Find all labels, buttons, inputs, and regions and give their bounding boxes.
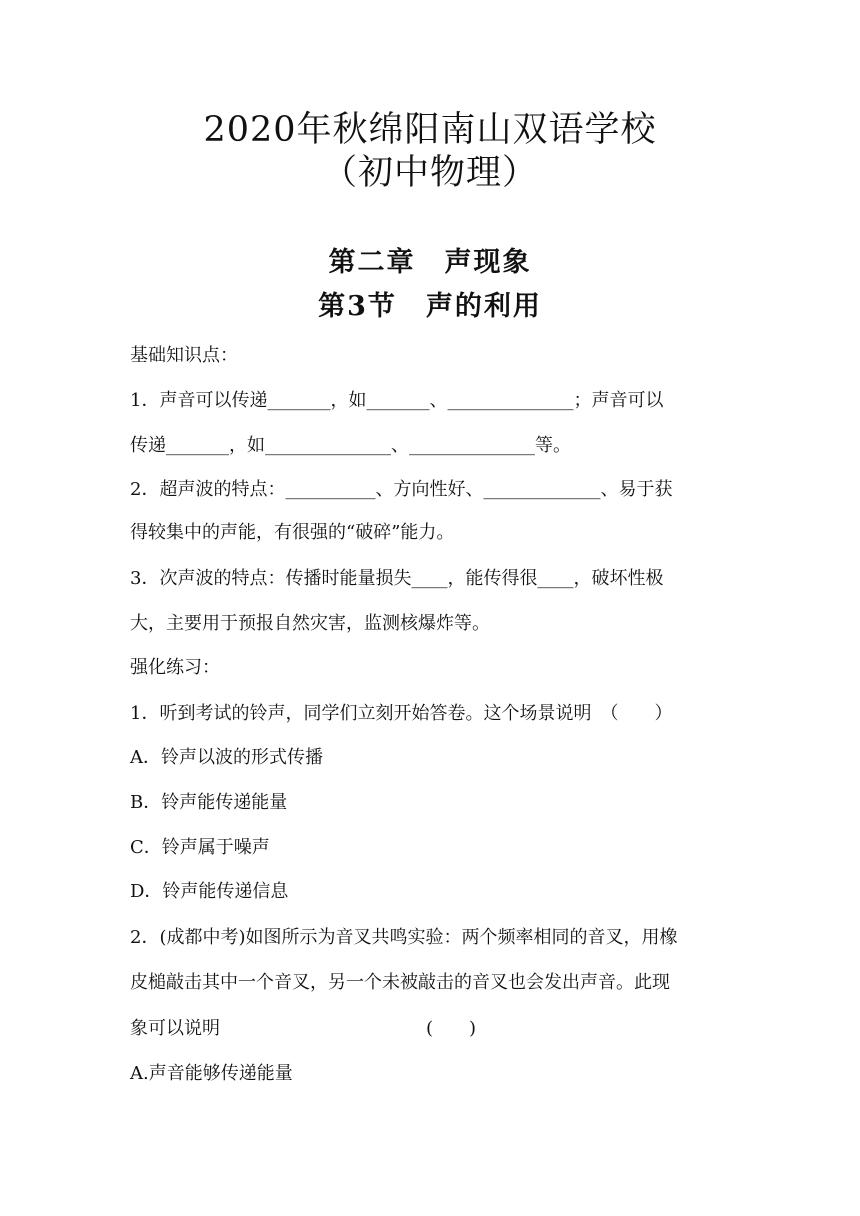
basics-line: 1．声音可以传递_______，如_______、______________；声音可以 (130, 390, 664, 411)
option-a: A.声音能够传递能量 (130, 1063, 293, 1084)
basics-line: 得较集中的声能，有很强的“破碎”能力。 (130, 522, 455, 543)
question-2-line: 皮槌敲击其中一个音叉，另一个未被敲击的音叉也会发出声音。此现 (130, 972, 670, 993)
basics-line: 3．次声波的特点：传播时能量损失____，能传得很____，破坏性极 (130, 568, 664, 589)
school-title: 2020年秋绵阳南山双语学校 (203, 110, 657, 150)
option-a: A．铃声以波的形式传播 (130, 747, 323, 768)
option-c: C．铃声属于噪声 (130, 837, 270, 858)
question-2-line: 象可以说明 ( ) (130, 1018, 477, 1039)
basics-line: 大，主要用于预报自然灾害，监测核爆炸等。 (130, 613, 490, 634)
question-1: 1．听到考试的铃声，同学们立刻开始答卷。这个场景说明 （ ） (130, 703, 673, 724)
practice-heading: 强化练习： (130, 657, 220, 678)
basics-heading: 基础知识点： (130, 345, 238, 366)
basics-line: 传递_______，如______________、______________等。 (130, 435, 571, 456)
section-heading: 第3节 声的利用 (318, 291, 542, 322)
subject-title: （初中物理） (321, 153, 538, 193)
option-b: B．铃声能传递能量 (130, 792, 288, 813)
option-d: D．铃声能传递信息 (130, 881, 289, 902)
basics-line: 2．超声波的特点：__________、方向性好、_____________、易于获 (130, 479, 673, 500)
chapter-heading: 第二章 声现象 (328, 247, 532, 278)
question-2: 2．(成都中考)如图所示为音叉共鸣实验：两个频率相同的音叉，用橡 (130, 927, 678, 948)
